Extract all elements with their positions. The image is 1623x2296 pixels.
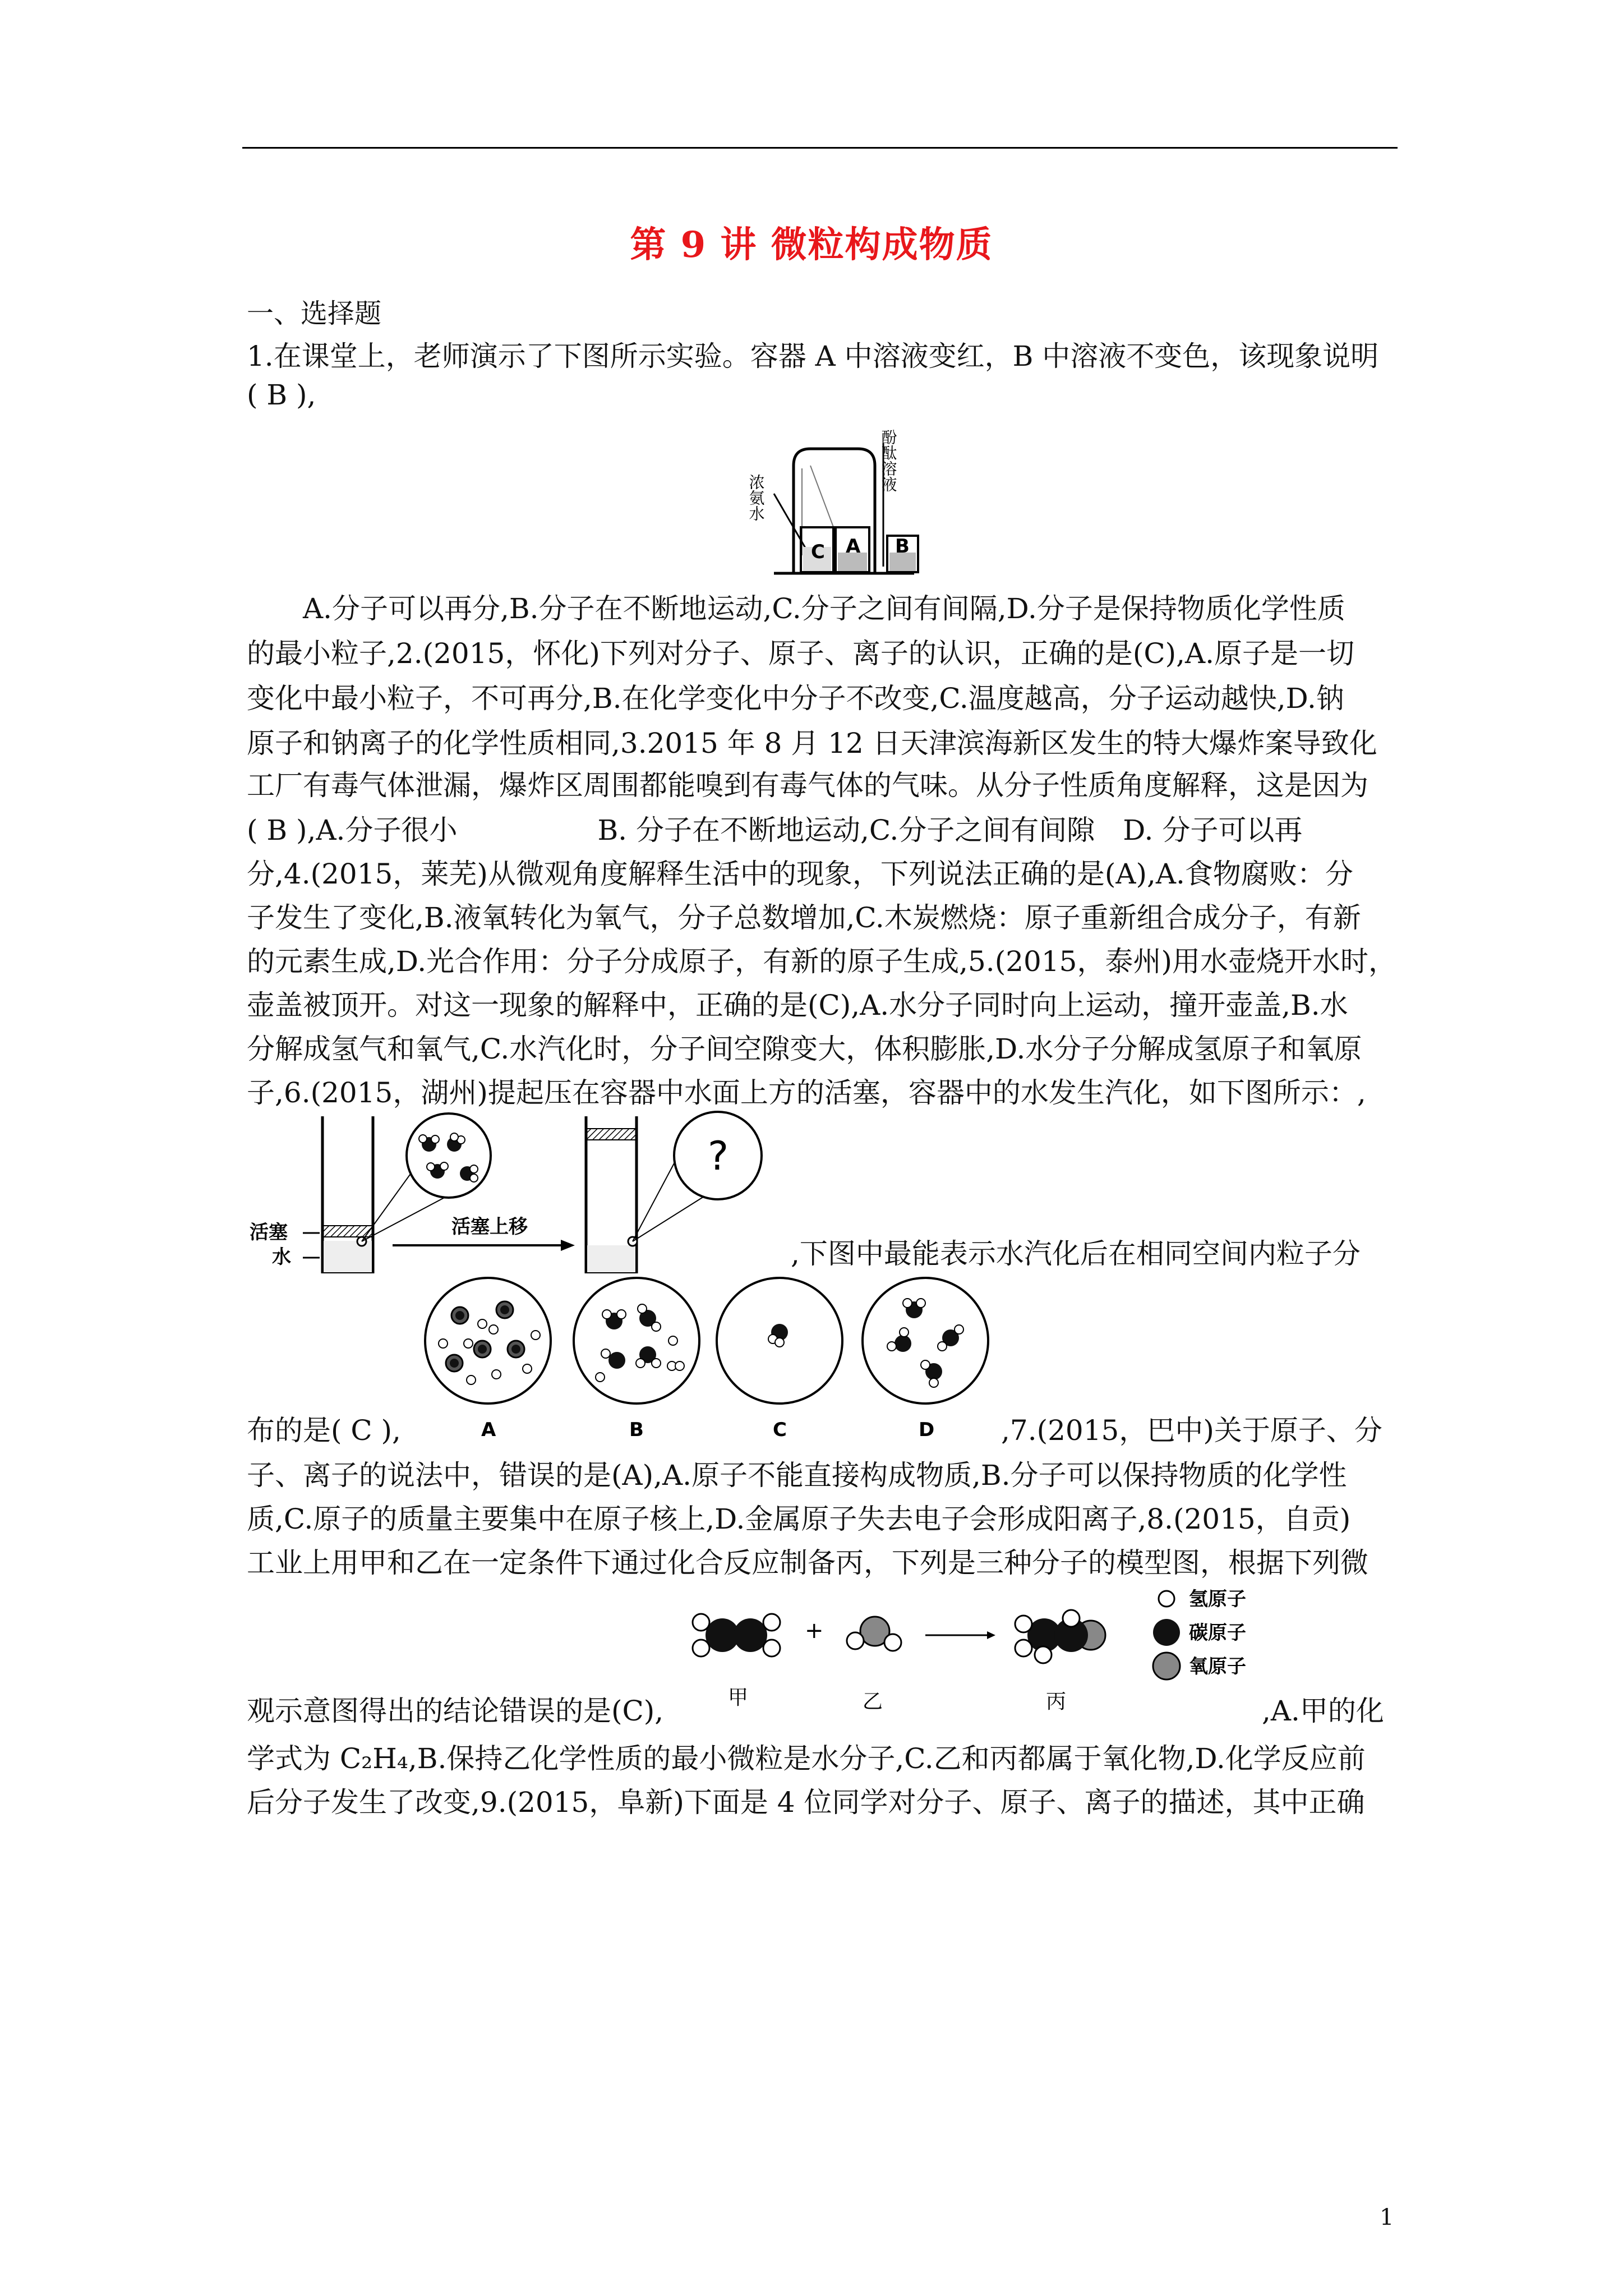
name-bing: 丙 [1046, 1690, 1067, 1713]
piston-right [586, 1129, 637, 1140]
legend-hydrogen-icon [1159, 1591, 1174, 1607]
figure-ammonia-experiment [740, 415, 942, 583]
text-line: 分解成氢气和氧气,C.水汽化时，分子间空隙变大，体积膨胀,D.水分子分解成氢原子和氧原 [247, 1033, 1362, 1065]
option-a-label: A [481, 1419, 496, 1441]
option-c-label: C [773, 1419, 787, 1441]
molecule-bing [1015, 1610, 1105, 1663]
beaker-c-label: C [811, 541, 825, 563]
text-line: 1.在课堂上，老师演示了下图所示实验。容器 A 中溶液变红，B 中溶液不变色，该现象说明 [247, 340, 1379, 372]
text-line: 的最小粒子,2.(2015，怀化)下列对分子、原子、离子的认识，正确的是(C),A.原子是一切 [247, 637, 1355, 670]
piston-left [322, 1226, 373, 1237]
text-line: 工业上用甲和乙在一定条件下通过化合反应制备丙，下列是三种分子的模型图，根据下列微 [247, 1547, 1368, 1579]
legend-oxygen: 氧原子 [1189, 1655, 1246, 1678]
text-line: ,下图中最能表示水汽化后在相同空间内粒子分 [791, 1237, 1361, 1270]
text-line: 子发生了变化,B.液氧转化为氧气，分子总数增加,C.木炭燃烧：原子重新组合成分子，有新 [247, 901, 1361, 934]
legend [1153, 1588, 1246, 1680]
text-line: 学式为 C₂H₄,B.保持乙化学性质的最小微粒是水分子,C.乙和丙都属于氧化物,D.化学反应前 [247, 1742, 1366, 1775]
text-line: 壶盖被顶开。对这一现象的解释中，正确的是(C),A.水分子同时向上运动，撞开壶盖,B.水 [247, 989, 1348, 1022]
text-line: 布的是( C ), [247, 1414, 401, 1447]
legend-carbon: 碳原子 [1189, 1622, 1246, 1644]
molecule-jia [693, 1614, 780, 1657]
page-number: 1 [1380, 2205, 1394, 2230]
legend-oxygen-icon [1153, 1653, 1180, 1680]
magnify-line [633, 1195, 707, 1241]
text-line: ,7.(2015，巴中)关于原子、分 [1001, 1414, 1382, 1447]
option-b-circle [574, 1278, 699, 1404]
text-line: 子,6.(2015，湖州)提起压在容器中水面上方的活塞，容器中的水发生汽化，如下图所示：, [247, 1076, 1366, 1109]
magnify-circle-left [407, 1114, 491, 1198]
text-line: ,A.甲的化 [1262, 1695, 1384, 1727]
beaker-a-label: A [846, 535, 861, 558]
legend-hydrogen: 氢原子 [1189, 1588, 1246, 1611]
text-line: 后分子发生了改变,9.(2015，阜新)下面是 4 位同学对分子、原子、离子的描述，其中正确 [247, 1786, 1365, 1819]
figure-piston-vaporization [247, 1111, 785, 1273]
text-line: 原子和钠离子的化学性质相同,3.2015 年 8 月 12 日天津滨海新区发生的特大爆炸案导致化 [247, 727, 1377, 760]
text-line: 子、离子的说法中，错误的是(A),A.原子不能直接构成物质,B.分子可以保持物质的化学性 [247, 1459, 1347, 1492]
text-line: A.分子可以再分,B.分子在不断地运动,C.分子之间有间隔,D.分子是保持物质化学性质 [303, 592, 1345, 625]
text-line: ( B ),A.分子很小 B. 分子在不断地运动,C.分子之间有间隙 D. 分子可以再 [247, 814, 1303, 846]
arrow-head [561, 1240, 575, 1251]
text-line: 观示意图得出的结论错误的是(C), [247, 1695, 664, 1727]
plus-sign: + [805, 1618, 824, 1644]
reaction-arrow-head [987, 1631, 995, 1639]
option-b-label: B [629, 1419, 644, 1441]
text-line: 工厂有毒气体泄漏，爆炸区周围都能嗅到有毒气体的气味。从分子性质角度解释，这是因为 [247, 769, 1368, 802]
option-d-label: D [919, 1419, 935, 1441]
text-line: ( B ), [247, 379, 316, 411]
name-jia: 甲 [728, 1686, 749, 1709]
text-line: 分,4.(2015，莱芜)从微观角度解释生活中的现象，下列说法正确的是(A),A.食物腐败：分 [247, 858, 1353, 890]
text-line: 的元素生成,D.光合作用：分子分成原子，有新的原子生成,5.(2015，泰州)用水壶烧开水时， [247, 945, 1396, 978]
water-right [587, 1245, 635, 1272]
text-line: 变化中最小粒子，不可再分,B.在化学变化中分子不改变,C.温度越高，分子运动越快,D.钠 [247, 682, 1344, 715]
section-heading: 一、选择题 [247, 298, 382, 329]
beaker-b-label: B [895, 535, 910, 558]
header-rule [242, 147, 1398, 149]
arrow-label: 活塞上移 [451, 1216, 528, 1238]
figure-particle-options [421, 1276, 993, 1444]
question-mark: ? [708, 1133, 729, 1179]
fig1-left-label: 浓氨水 [746, 474, 766, 521]
page-title: 第 9 讲 微粒构成物质 [630, 224, 993, 266]
figure-reaction-model [684, 1582, 1279, 1722]
legend-carbon-icon [1153, 1619, 1180, 1646]
text-line: 质,C.原子的质量主要集中在原子核上,D.金属原子失去电子会形成阳离子,8.(2015，自贡) [247, 1503, 1351, 1535]
water-label: 水 [272, 1246, 291, 1268]
name-yi: 乙 [863, 1690, 883, 1713]
molecule-yi [847, 1617, 901, 1651]
fig1-right-label: 酚酞溶液 [879, 429, 898, 492]
option-d-circle [863, 1278, 988, 1404]
piston-label: 活塞 [250, 1221, 288, 1244]
